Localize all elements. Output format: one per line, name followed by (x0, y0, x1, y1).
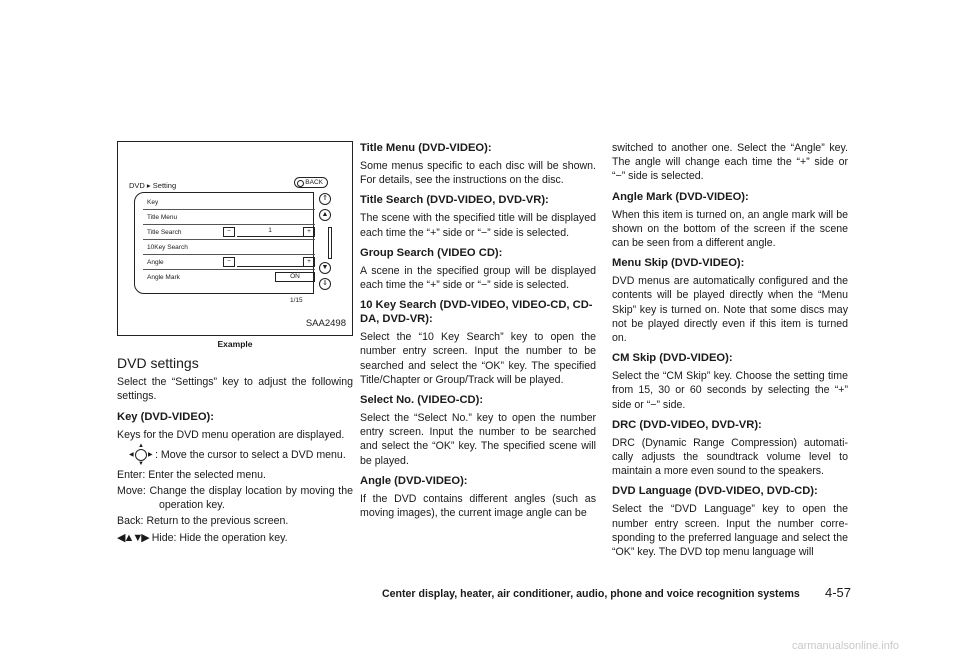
hide-arrows-icon: ◀▲▼▶ (117, 531, 148, 544)
menu-item-title-menu: Title Menu (143, 210, 315, 225)
figure-dvd-settings-screen (117, 141, 353, 336)
hide-line (117, 531, 353, 545)
angle-mark-toggle: ON (275, 272, 315, 282)
minus-button: − (223, 257, 235, 267)
intro-text: Select the “Settings” key to adjust the following settings. (117, 376, 353, 403)
angle-value-field (237, 257, 303, 267)
scroll-top-icon: ⇑ (319, 193, 331, 205)
watermark: carmanualsonline.info (792, 640, 900, 652)
text-drc: DRC (Dynamic Range Compression) automati-cally adjusts the soundtrack volume level to maintain a more even sound to the speakers. (612, 436, 848, 478)
heading-angle-mark: Angle Mark (DVD-VIDEO): (612, 190, 749, 203)
heading-title-search: Title Search (DVD-VIDEO, DVD-VR): (360, 194, 549, 207)
minus-button: − (223, 227, 235, 237)
move-cursor-line (117, 444, 353, 466)
footer-section-title: Center display, heater, air conditioner, audio, phone and voice recognition systems (382, 588, 800, 600)
menu-item-angle-mark: Angle Mark ON (143, 270, 315, 285)
scroll-down-icon: ▼ (319, 262, 331, 274)
column-1 (117, 141, 353, 547)
text-angle-mark: When this item is turned on, an angle mark will be shown on the bottom of the screen if the scene can be seen from a different angle. (612, 208, 848, 250)
settings-menu (134, 192, 314, 294)
figure-caption: Example (217, 339, 253, 349)
menu-item-key: Key (143, 195, 315, 210)
text-title-search: The scene with the specified title will be displayed each time the “+” side or “−” side is selected. (360, 212, 596, 239)
figure-code: SAA2498 (305, 317, 346, 329)
title-search-value: 1 (237, 227, 303, 237)
back-button: BACK (294, 177, 328, 188)
menu-item-angle: Angle − + (143, 255, 315, 270)
screen-illustration (122, 179, 348, 304)
text-back: Back: Return to the previous screen. (117, 515, 289, 528)
text-move: Move: Change the display location by moving the operation key. (117, 485, 353, 512)
text-menu-skip: DVD menus are automatically configured and the contents will be played directly when the “Menu Skip” key is turned on. Note that some discs may not be played directly even if this item is turned on. (612, 275, 848, 345)
menu-item-10key-search: 10Key Search (143, 240, 315, 255)
text-angle: If the DVD contains different angles (such as moving images), the current image angle can be (360, 492, 596, 520)
text-dvd-language: Select the “DVD Language” key to open the number entry screen. Input the number corre-sponding to the preferred language and select the “OK” key. The DVD top menu language will (612, 503, 848, 559)
page-indicator: 1/15 (290, 297, 303, 304)
scroll-up-icon: ▲ (319, 209, 331, 221)
column-3 (612, 141, 848, 561)
text-hide: Hide: Hide the operation key. (151, 531, 288, 544)
heading-select-no: Select No. (VIDEO-CD): (360, 394, 484, 407)
scrollbar (328, 227, 332, 259)
text-cm-skip: Select the “CM Skip” key. Choose the setting time from 15, 30 or 60 seconds by selecting the “+” side or “−” side. (612, 370, 848, 411)
heading-group-search: Group Search (VIDEO CD): (360, 246, 503, 259)
heading-dvd-language: DVD Language (DVD-VIDEO, DVD-CD): (612, 485, 818, 498)
scroll-bottom-icon: ⇓ (319, 278, 331, 290)
text-group-search: A scene in the specified group will be displayed each time the “+” side or “−” side is selected. (360, 264, 596, 292)
text-enter: Enter: Enter the selected menu. (117, 468, 266, 481)
menu-item-title-search: Title Search − 1 + (143, 225, 315, 240)
heading-10key-search: 10 Key Search (DVD-VIDEO, VIDEO-CD, CD-DA, DVD-VR): (360, 299, 593, 326)
heading-drc: DRC (DVD-VIDEO, DVD-VR): (612, 418, 762, 431)
text-key: Keys for the DVD menu operation are displayed. (117, 428, 345, 441)
text-title-menu: Some menus specific to each disc will be shown. For details, see the instructions on the disc. (360, 160, 596, 187)
section-title: DVD settings (117, 355, 199, 372)
multi-direction-arrows-icon: ▲ ▼ ◀ ▶ (129, 442, 153, 467)
page-number: 4-57 (825, 585, 852, 600)
text-angle-continued: switched to another one. Select the “Angle” key. The angle will change each time the “+” side or “−” side is selected. (612, 142, 848, 183)
plus-button: + (303, 227, 315, 237)
plus-button: + (303, 257, 315, 267)
heading-key: Key (DVD-VIDEO): (117, 410, 214, 423)
heading-cm-skip: CM Skip (DVD-VIDEO): (612, 352, 733, 365)
screen-title: DVD ▸ Setting (129, 181, 177, 190)
column-2 (360, 141, 596, 522)
heading-angle: Angle (DVD-VIDEO): (360, 474, 468, 487)
text-10key-search: Select the “10 Key Search” key to open the number entry screen. Input the number to be searched and select the “OK” key. The specified Title/Chapter or Group/Track will be played. (360, 331, 596, 386)
text-move-cursor: : Move the cursor to select a DVD menu. (155, 448, 346, 461)
heading-menu-skip: Menu Skip (DVD-VIDEO): (612, 257, 745, 270)
text-select-no: Select the “Select No.” key to open the number entry screen. Input the number to be searched and select the “OK” key. The specified scene will be played. (360, 412, 596, 467)
heading-title-menu: Title Menu (DVD-VIDEO): (360, 142, 492, 154)
